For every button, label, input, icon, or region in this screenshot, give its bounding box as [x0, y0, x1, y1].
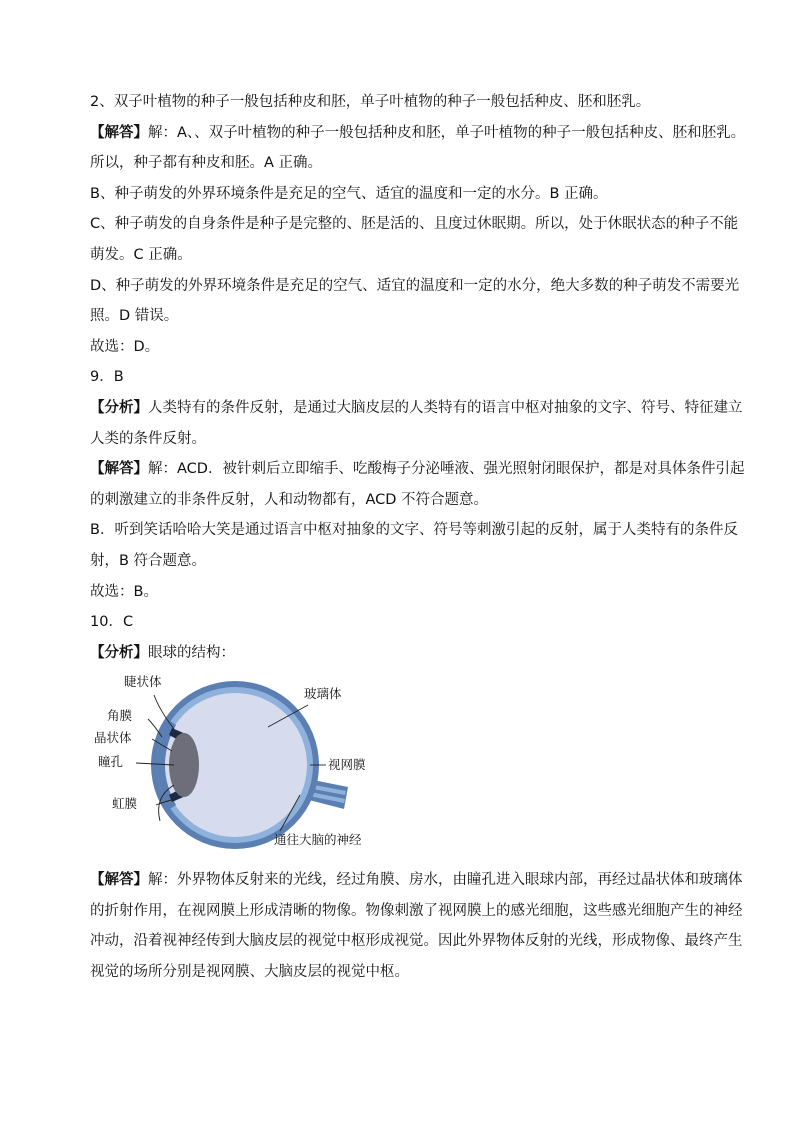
text-line: 所以，种子都有种皮和胚。A 正确。: [90, 155, 323, 172]
text-line: 冲动，沿着视神经传到大脑皮层的视觉中枢形成视觉。因此外界物体反射的光线，形成物像、最终产生: [90, 933, 743, 950]
section-tag: 【解答】: [90, 124, 148, 141]
text-line: 【解答】解：外界物体反射来的光线，经过角膜、房水，由瞳孔进入眼球内部，再经过晶状体和玻璃体: [90, 872, 743, 889]
text-line: D、种子萌发的外界环境条件是充足的空气、适宜的温度和一定的水分，绝大多数的种子萌发不需要光: [90, 277, 740, 294]
text-line: 的刺激建立的非条件反射，人和动物都有，ACD 不符合题意。: [90, 491, 489, 508]
label-vitreous: 玻璃体: [304, 686, 342, 702]
label-pupil: 瞳孔: [98, 754, 124, 770]
section-tag: 【分析】: [90, 399, 148, 416]
label-ciliary-body: 睫状体: [124, 674, 162, 690]
text-line: 视觉的场所分别是视网膜、大脑皮层的视觉中枢。: [90, 964, 409, 981]
text-line: 【解答】解：A、、双子叶植物的种子一般包括种皮和胚，单子叶植物的种子一般包括种皮、胚和胚乳。: [90, 124, 746, 141]
label-retina: 视网膜: [328, 757, 366, 773]
text-line: 萌发。C 正确。: [90, 246, 192, 263]
section-tag: 【分析】: [90, 644, 148, 661]
text-line: 【分析】眼球的结构：: [90, 644, 235, 661]
eyeball-diagram: [92, 673, 382, 858]
label-iris: 虹膜: [112, 796, 138, 812]
text-line: 2、双子叶植物的种子一般包括种皮和胚，单子叶植物的种子一般包括种皮、胚和胚乳。: [90, 94, 651, 110]
label-optic-nerve: 通往大脑的神经: [274, 832, 362, 848]
document-body: [90, 92, 746, 993]
text-line: 射，B 符合题意。: [90, 552, 207, 569]
text-line: 故选：B。: [90, 583, 158, 600]
question-number: 9．B: [90, 369, 124, 386]
label-cornea: 角膜: [107, 708, 133, 724]
section-tag: 【解答】: [90, 872, 148, 889]
text-line: 【解答】解：ACD．被针刺后立即缩手、吃酸梅子分泌唾液、强光照射闭眼保护，都是对具体条件引起: [90, 461, 745, 478]
text-line: 人类的条件反射。: [90, 430, 206, 447]
label-lens: 晶状体: [94, 730, 132, 746]
section-tag: 【解答】: [90, 461, 148, 478]
text-line: 照。D 错误。: [90, 308, 179, 325]
text-line: C、种子萌发的自身条件是种子是完整的、胚是活的、且度过休眠期。所以，处于休眠状态的种子不能: [90, 216, 739, 233]
text-line: B、种子萌发的外界环境条件是充足的空气、适宜的温度和一定的水分。B 正确。: [90, 185, 608, 202]
text-line: 【分析】人类特有的条件反射，是通过大脑皮层的人类特有的语言中枢对抽象的文字、符号、特征建立: [90, 399, 743, 416]
text-line: 的折射作用，在视网膜上形成清晰的物像。物像刺激了视网膜上的感光细胞，这些感光细胞产生的神经: [90, 902, 743, 919]
text-line: B．听到笑话哈哈大笑是通过语言中枢对抽象的文字、符号等刺激引起的反射，属于人类特有的条件反: [90, 522, 738, 539]
text-line: 故选：D。: [90, 338, 160, 355]
question-number: 10．C: [90, 614, 134, 631]
